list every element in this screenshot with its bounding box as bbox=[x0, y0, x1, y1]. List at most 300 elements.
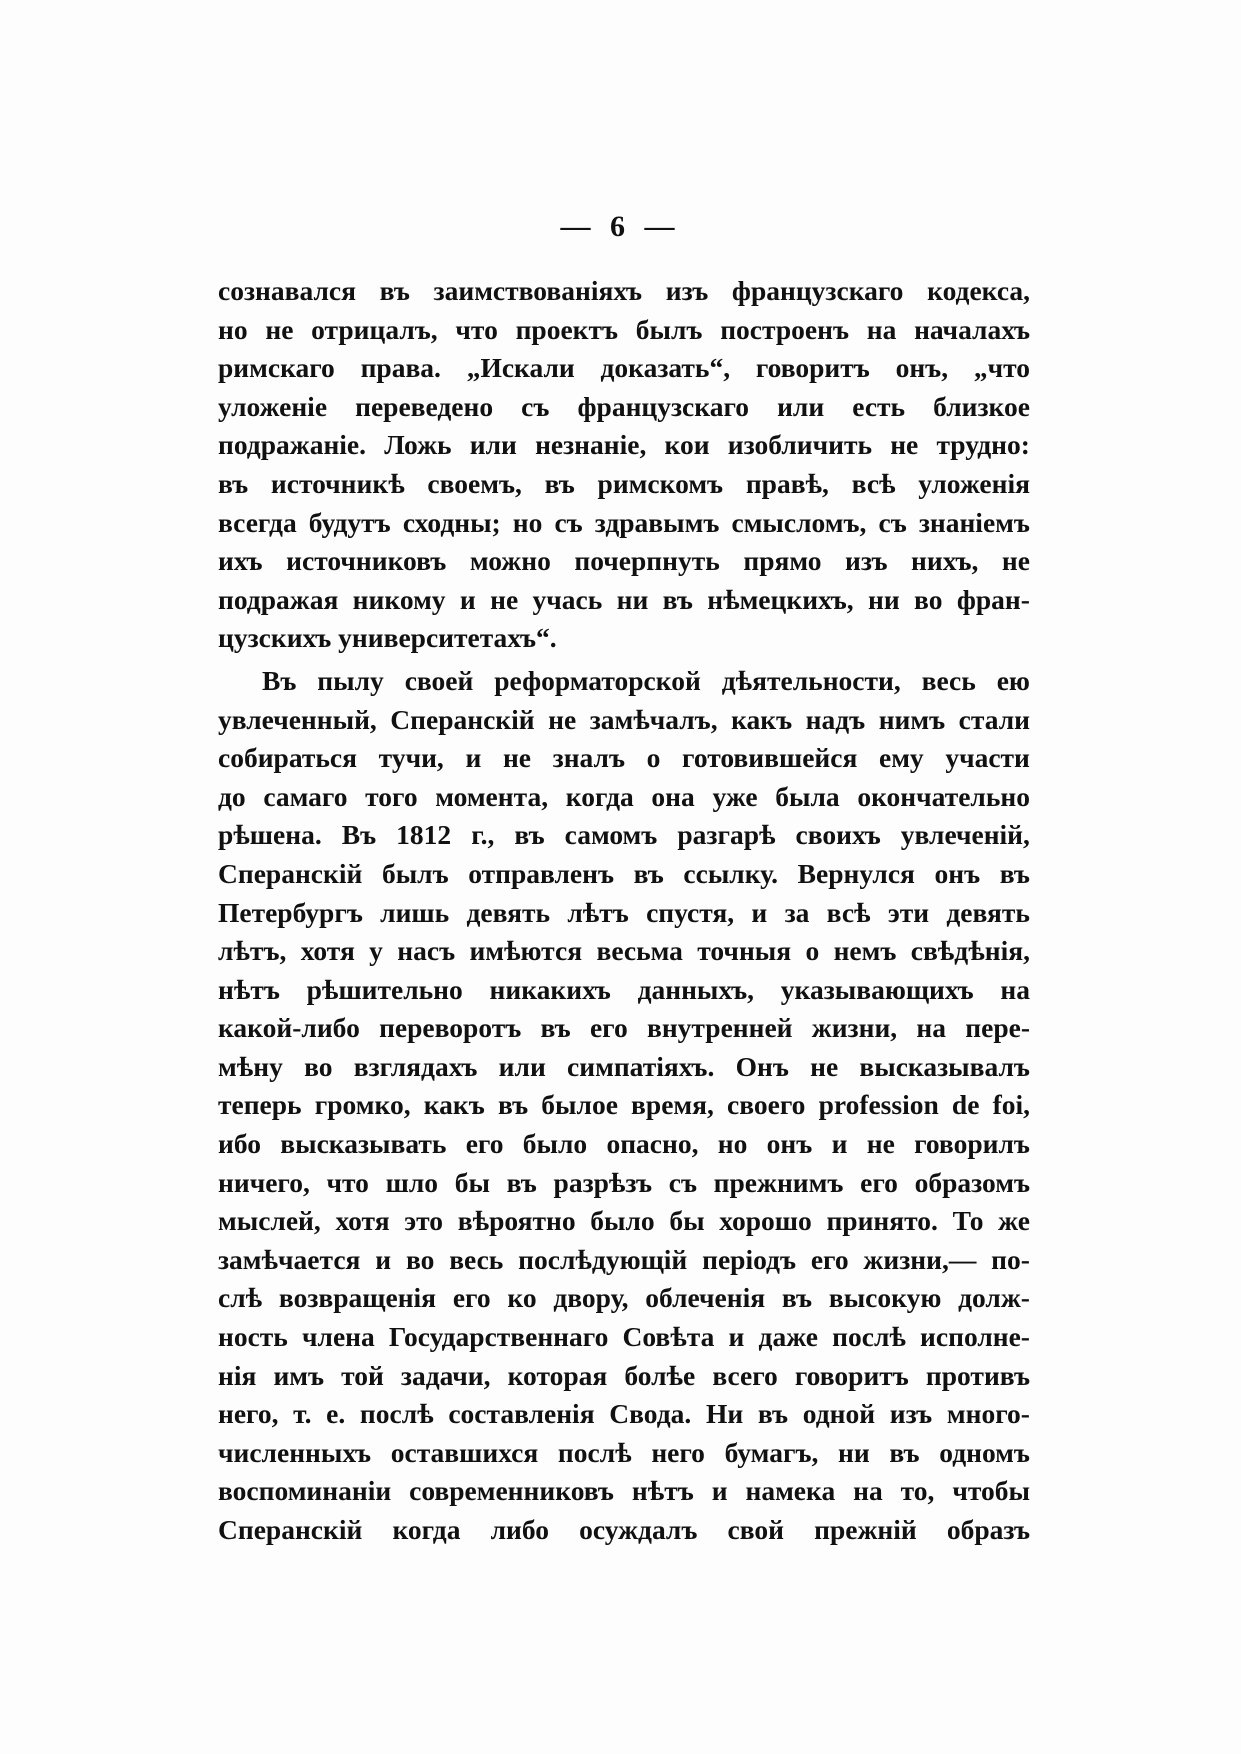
text-word: то, bbox=[900, 1475, 935, 1507]
text-word: жизни,— bbox=[863, 1243, 977, 1275]
text-word: симпатіяхъ. bbox=[567, 1050, 715, 1082]
text-word: на bbox=[866, 313, 897, 345]
text-word: онъ, bbox=[895, 352, 949, 384]
text-word: Ложь bbox=[384, 429, 452, 461]
text-word: фран- bbox=[956, 583, 1030, 615]
text-word: ни bbox=[838, 1436, 870, 1468]
text-word: рѣшена. bbox=[218, 819, 322, 851]
text-word: послѣ bbox=[557, 1436, 632, 1468]
text-word: у bbox=[369, 935, 383, 967]
text-word: е. bbox=[326, 1398, 346, 1430]
text-word: реформаторской bbox=[494, 664, 701, 696]
text-word: всѣ bbox=[826, 896, 871, 928]
text-word: прямо bbox=[743, 545, 822, 577]
text-word: какой-либо bbox=[218, 1012, 360, 1044]
text-word: о bbox=[646, 742, 661, 774]
text-line bbox=[218, 701, 1030, 740]
text-word: можно bbox=[469, 545, 551, 577]
text-line bbox=[218, 894, 1030, 933]
text-word: на bbox=[1000, 973, 1030, 1005]
text-word: разрѣзъ bbox=[553, 1166, 653, 1198]
text-word: въ bbox=[757, 1398, 789, 1430]
text-word: имѣются bbox=[469, 935, 583, 967]
text-line bbox=[218, 388, 1030, 427]
text-word: данныхъ, bbox=[637, 973, 755, 1005]
text-word: Петербургъ bbox=[218, 896, 363, 928]
text-word: было bbox=[522, 1128, 588, 1160]
text-word: нія bbox=[218, 1359, 257, 1391]
text-word: ко bbox=[507, 1282, 537, 1314]
text-word: ни bbox=[868, 583, 900, 615]
text-word: кодекса, bbox=[927, 275, 1030, 306]
text-word: лишь bbox=[380, 896, 450, 928]
text-word: опасно, bbox=[606, 1128, 699, 1160]
text-word: нѣтъ bbox=[631, 1475, 694, 1507]
text-word: воспоминаніи bbox=[218, 1475, 392, 1507]
text-line bbox=[218, 1009, 1030, 1048]
text-line bbox=[218, 1086, 1030, 1125]
text-word: „Искали bbox=[466, 352, 575, 384]
text-word: въ bbox=[662, 583, 693, 615]
text-word: былъ bbox=[635, 313, 703, 345]
text-word: ни bbox=[616, 583, 649, 615]
text-word: самаго bbox=[263, 780, 348, 812]
text-word: права. bbox=[360, 352, 441, 384]
text-word: въ bbox=[781, 1282, 813, 1314]
text-word: изъ bbox=[665, 275, 709, 306]
text-word: т. bbox=[293, 1398, 312, 1430]
text-word: сходны; bbox=[402, 506, 501, 538]
text-line bbox=[218, 426, 1030, 465]
text-word: Сперанскій bbox=[390, 703, 535, 735]
text-word: осуждалъ bbox=[579, 1514, 698, 1545]
text-line bbox=[218, 1395, 1030, 1434]
text-word: своей bbox=[404, 664, 474, 696]
text-line bbox=[218, 1048, 1030, 1087]
text-word: въ bbox=[540, 1012, 571, 1044]
text-word: дѣятельности, bbox=[721, 664, 901, 696]
text-word: возвращенія bbox=[278, 1282, 437, 1314]
text-word: какъ bbox=[423, 1089, 485, 1121]
text-word: подражая bbox=[218, 583, 339, 615]
text-word: близкое bbox=[933, 390, 1030, 422]
text-word: бумагъ, bbox=[724, 1436, 819, 1468]
text-word: было bbox=[590, 1205, 655, 1237]
text-word: не bbox=[1001, 545, 1030, 577]
text-word: съ bbox=[554, 506, 583, 538]
text-word: участи bbox=[945, 742, 1030, 774]
text-word: свой bbox=[727, 1514, 784, 1545]
text-word: или bbox=[498, 1050, 546, 1082]
text-word: что bbox=[455, 313, 498, 345]
text-word: никому bbox=[352, 583, 446, 615]
text-word: Вернулся bbox=[797, 857, 915, 889]
text-line bbox=[218, 816, 1030, 855]
text-word: съ bbox=[521, 390, 550, 422]
text-word: высокую bbox=[828, 1282, 942, 1314]
text-word: всѣ bbox=[851, 467, 896, 499]
text-word: хотя bbox=[300, 935, 355, 967]
text-word: послѣдующій bbox=[518, 1243, 688, 1275]
text-word: девять bbox=[946, 896, 1030, 928]
text-word: но bbox=[717, 1128, 748, 1160]
text-word: двору, bbox=[553, 1282, 629, 1314]
text-word: рѣшительно bbox=[306, 973, 463, 1005]
text-word: шло bbox=[385, 1166, 439, 1198]
text-word: въ bbox=[218, 467, 249, 499]
text-word: самомъ bbox=[564, 819, 658, 851]
text-word: бы bbox=[669, 1205, 705, 1237]
text-line bbox=[218, 778, 1030, 817]
text-word: численныхъ bbox=[218, 1436, 372, 1468]
text-word: надъ bbox=[805, 703, 866, 735]
text-word: имъ bbox=[273, 1359, 325, 1391]
text-word: foi, bbox=[992, 1089, 1030, 1121]
text-word: правѣ, bbox=[745, 467, 829, 499]
text-line bbox=[218, 1125, 1030, 1164]
text-word: указывающихъ bbox=[780, 973, 974, 1005]
text-word: него, bbox=[218, 1398, 279, 1430]
text-word: образомъ bbox=[914, 1166, 1030, 1198]
text-word: окончательно bbox=[857, 780, 1030, 812]
text-word: него bbox=[651, 1436, 705, 1468]
text-line bbox=[218, 855, 1030, 894]
text-word: и bbox=[751, 896, 768, 928]
text-word: немъ bbox=[833, 935, 897, 967]
text-word: Совѣта bbox=[622, 1321, 715, 1353]
text-word: будутъ bbox=[308, 506, 391, 538]
text-word: нихъ, bbox=[911, 545, 979, 577]
text-word: говоритъ bbox=[794, 1359, 909, 1391]
text-word: Въ bbox=[341, 819, 377, 851]
text-word: Свода. bbox=[609, 1398, 692, 1430]
text-word: есть bbox=[852, 390, 906, 422]
text-word: построенъ bbox=[720, 313, 849, 345]
text-word: готовившейся bbox=[682, 742, 858, 774]
text-word: знаніемъ bbox=[918, 506, 1030, 538]
text-word: но bbox=[218, 313, 248, 345]
text-word: Сперанскій bbox=[218, 857, 363, 889]
text-word: его bbox=[860, 1166, 898, 1198]
text-word: ему bbox=[878, 742, 924, 774]
text-word: до bbox=[218, 780, 246, 812]
text-word: зналъ bbox=[552, 742, 625, 774]
text-word: хотя bbox=[335, 1205, 390, 1237]
text-line bbox=[218, 581, 1030, 620]
text-word: задачи, bbox=[400, 1359, 491, 1391]
text-word: тучи, bbox=[378, 742, 444, 774]
text-word: на bbox=[853, 1475, 883, 1507]
text-line bbox=[218, 1318, 1030, 1357]
text-word: онъ bbox=[766, 1128, 813, 1160]
text-word: весь bbox=[449, 1243, 504, 1275]
text-word: всего bbox=[712, 1359, 778, 1391]
text-word: образъ bbox=[946, 1514, 1030, 1545]
text-word: или bbox=[777, 390, 825, 422]
text-word: одномъ bbox=[939, 1436, 1030, 1468]
text-word: и bbox=[465, 742, 482, 774]
text-word: кои bbox=[664, 429, 710, 461]
text-word: своихъ bbox=[795, 819, 881, 851]
text-word: не bbox=[502, 742, 531, 774]
text-word: мѣну bbox=[218, 1050, 283, 1082]
text-word: французскаго bbox=[577, 390, 749, 422]
text-word: изобличить bbox=[727, 429, 873, 461]
text-word: de bbox=[951, 1089, 980, 1121]
text-word: увлеченій, bbox=[900, 819, 1030, 851]
text-word: на bbox=[916, 1012, 947, 1044]
text-word: переворотъ bbox=[379, 1012, 522, 1044]
text-word: прежнимъ bbox=[713, 1166, 844, 1198]
text-word: Въ bbox=[262, 664, 297, 696]
text-word: во bbox=[304, 1050, 333, 1082]
text-word: не bbox=[890, 429, 919, 461]
text-word: Сперанскій bbox=[218, 1514, 363, 1545]
text-line bbox=[218, 1472, 1030, 1511]
text-word: доказать“, bbox=[600, 352, 731, 384]
text-word: источникѣ bbox=[270, 467, 405, 499]
text-word: хорошо bbox=[719, 1205, 812, 1237]
text-word: оставшихся bbox=[390, 1436, 539, 1468]
text-word: уложеніе bbox=[218, 390, 328, 422]
text-word: въ bbox=[999, 857, 1030, 889]
text-word: проектъ bbox=[515, 313, 619, 345]
text-word: сознавался bbox=[218, 275, 356, 306]
text-word: противъ bbox=[925, 1359, 1030, 1391]
text-word: какъ bbox=[731, 703, 793, 735]
text-word: долж- bbox=[958, 1282, 1030, 1314]
text-word: момента, bbox=[435, 780, 549, 812]
text-word: незнаніе, bbox=[535, 429, 647, 461]
paragraph-2 bbox=[218, 662, 1030, 1550]
text-line bbox=[218, 1164, 1030, 1203]
text-word: трудно: bbox=[936, 429, 1030, 461]
text-line bbox=[218, 1511, 1030, 1550]
text-line bbox=[218, 739, 1030, 778]
text-word: въ bbox=[514, 819, 545, 851]
text-word: свѣдѣнія, bbox=[910, 935, 1030, 967]
text-word: Онъ bbox=[735, 1050, 789, 1082]
text-word: ность bbox=[218, 1321, 288, 1353]
text-word: ссылку. bbox=[683, 857, 779, 889]
text-word: пере- bbox=[965, 1012, 1030, 1044]
text-word: спустя, bbox=[646, 896, 735, 928]
text-word: нѣтъ bbox=[218, 973, 280, 1005]
text-word: смысломъ, bbox=[731, 506, 867, 538]
text-word: во bbox=[914, 583, 943, 615]
text-word: его bbox=[589, 1012, 628, 1044]
text-word: той bbox=[341, 1359, 384, 1391]
text-word: стали bbox=[958, 703, 1030, 735]
text-word: Ни bbox=[705, 1398, 744, 1430]
text-word: его bbox=[452, 1282, 491, 1314]
text-line bbox=[218, 272, 1030, 311]
text-word: съ bbox=[878, 506, 907, 538]
text-word: говорилъ bbox=[914, 1128, 1030, 1160]
text-word: г., bbox=[471, 819, 495, 851]
text-word: въ bbox=[544, 467, 575, 499]
text-word: теперь bbox=[218, 1089, 302, 1121]
text-word: бы bbox=[454, 1166, 490, 1198]
text-word: собираться bbox=[218, 742, 358, 774]
text-word: по- bbox=[991, 1243, 1030, 1275]
text-word: говоритъ bbox=[755, 352, 870, 384]
text-word: когда bbox=[565, 780, 634, 812]
text-word: или bbox=[469, 429, 517, 461]
text-word: принято. bbox=[826, 1205, 938, 1237]
text-word: profession bbox=[818, 1089, 939, 1121]
text-word: французскаго bbox=[731, 275, 904, 306]
text-word: никакихъ bbox=[489, 973, 611, 1005]
text-word: и bbox=[375, 1243, 392, 1275]
text-word: не bbox=[490, 583, 519, 615]
text-word: девять bbox=[466, 896, 551, 928]
text-word: нимъ bbox=[878, 703, 946, 735]
text-word: отрицалъ, bbox=[311, 313, 438, 345]
text-word: современниковъ bbox=[409, 1475, 614, 1507]
text-word: не bbox=[866, 1128, 895, 1160]
text-word: жизни, bbox=[811, 1012, 898, 1044]
text-line bbox=[218, 1434, 1030, 1473]
text-word: не bbox=[810, 1050, 839, 1082]
text-word: весь bbox=[921, 664, 976, 696]
text-word: громко, bbox=[314, 1089, 411, 1121]
page-number: — 6 — bbox=[560, 210, 681, 243]
text-word: не bbox=[265, 313, 294, 345]
text-word: когда bbox=[392, 1514, 461, 1545]
text-word: подражаніе. bbox=[218, 429, 367, 461]
text-line bbox=[218, 932, 1030, 971]
text-word: эти bbox=[887, 896, 930, 928]
text-word: источниковъ bbox=[286, 545, 447, 577]
text-word: члена bbox=[302, 1321, 375, 1353]
text-word: это bbox=[404, 1205, 444, 1237]
text-word: въ bbox=[497, 1089, 529, 1121]
text-word: ибо bbox=[218, 1128, 261, 1160]
text-word: уложенія bbox=[918, 467, 1030, 499]
text-line bbox=[218, 1357, 1030, 1396]
text-word: насъ bbox=[397, 935, 456, 967]
text-word: отправленъ bbox=[468, 857, 615, 889]
text-word: „что bbox=[973, 352, 1030, 384]
text-word: замѣчалъ, bbox=[589, 703, 718, 735]
text-word: высказывать bbox=[280, 1128, 447, 1160]
text-line bbox=[218, 619, 1030, 658]
text-word: либо bbox=[490, 1514, 549, 1545]
text-line bbox=[218, 465, 1030, 504]
text-word: что bbox=[326, 1166, 369, 1198]
text-word: во bbox=[405, 1243, 435, 1275]
text-word: переведено bbox=[355, 390, 494, 422]
text-word: въ bbox=[379, 275, 410, 306]
text-word: своего bbox=[727, 1089, 806, 1121]
text-word: пылу bbox=[317, 664, 384, 696]
paragraph-1 bbox=[218, 272, 1030, 658]
text-word: была bbox=[775, 780, 840, 812]
text-word: составленія bbox=[448, 1398, 595, 1430]
text-word: прежній bbox=[814, 1514, 917, 1545]
text-word: и bbox=[711, 1475, 728, 1507]
text-word: время, bbox=[631, 1089, 714, 1121]
text-word: въ bbox=[889, 1436, 920, 1468]
text-word: изъ bbox=[889, 1398, 933, 1430]
text-word: періодъ bbox=[702, 1243, 796, 1275]
text-word: намека bbox=[745, 1475, 836, 1507]
text-word: послѣ bbox=[832, 1321, 906, 1353]
text-word: въ bbox=[506, 1166, 537, 1198]
text-word: исполне- bbox=[920, 1321, 1030, 1353]
text-word: замѣчается bbox=[218, 1243, 361, 1275]
text-word: изъ bbox=[845, 545, 888, 577]
text-word: онъ bbox=[934, 857, 981, 889]
text-word: чтобы bbox=[952, 1475, 1030, 1507]
text-word: же bbox=[998, 1205, 1030, 1237]
text-word: лѣтъ, bbox=[218, 935, 287, 967]
text-line bbox=[218, 311, 1030, 350]
text-word: весьма bbox=[596, 935, 683, 967]
text-word: мыслей, bbox=[218, 1205, 321, 1237]
text-word: ничего, bbox=[218, 1166, 310, 1198]
text-word: точныя bbox=[697, 935, 792, 967]
text-word: о bbox=[805, 935, 820, 967]
text-word: его bbox=[810, 1243, 849, 1275]
text-word: послѣ bbox=[359, 1398, 434, 1430]
text-word: она bbox=[651, 780, 695, 812]
text-word: его bbox=[465, 1128, 504, 1160]
text-line bbox=[218, 662, 1030, 701]
text-word: и bbox=[831, 1128, 848, 1160]
text-word: не bbox=[548, 703, 577, 735]
text-word: съ bbox=[668, 1166, 697, 1198]
text-word: одной bbox=[802, 1398, 876, 1430]
text-word: болѣе bbox=[624, 1359, 696, 1391]
text-word: 1812 bbox=[396, 819, 452, 851]
text-word: былое bbox=[541, 1089, 618, 1121]
text-line bbox=[218, 349, 1030, 388]
text-word: того bbox=[365, 780, 418, 812]
body-text bbox=[218, 272, 1030, 1550]
text-word: своемъ, bbox=[427, 467, 522, 499]
text-word: началахъ bbox=[914, 313, 1030, 345]
text-line bbox=[218, 1202, 1030, 1241]
text-word: всегда bbox=[218, 506, 297, 538]
text-word: много- bbox=[946, 1398, 1030, 1430]
text-word: римскомъ bbox=[597, 467, 724, 499]
text-line bbox=[218, 1241, 1030, 1280]
text-word: нѣмецкихъ, bbox=[707, 583, 854, 615]
text-word: учась bbox=[532, 583, 603, 615]
text-word: ихъ bbox=[218, 545, 263, 577]
text-word: которая bbox=[507, 1359, 608, 1391]
text-word: высказывалъ bbox=[859, 1050, 1030, 1082]
text-word: разгарѣ bbox=[677, 819, 776, 851]
text-line bbox=[218, 504, 1030, 543]
text-word: въ bbox=[633, 857, 664, 889]
text-line bbox=[218, 971, 1030, 1010]
text-word: слѣ bbox=[218, 1282, 263, 1314]
text-word: здравымъ bbox=[594, 506, 720, 538]
text-word: То bbox=[952, 1205, 984, 1237]
text-word: былъ bbox=[381, 857, 449, 889]
text-word: увлеченный, bbox=[218, 703, 377, 735]
text-word: но bbox=[512, 506, 543, 538]
text-word: ею bbox=[996, 664, 1030, 696]
text-word: взглядахъ bbox=[353, 1050, 478, 1082]
text-word: университетахъ“. bbox=[338, 622, 557, 654]
text-word: и bbox=[728, 1321, 745, 1353]
text-word: вѣроятно bbox=[457, 1205, 576, 1237]
text-word: Государственнаго bbox=[388, 1321, 609, 1353]
